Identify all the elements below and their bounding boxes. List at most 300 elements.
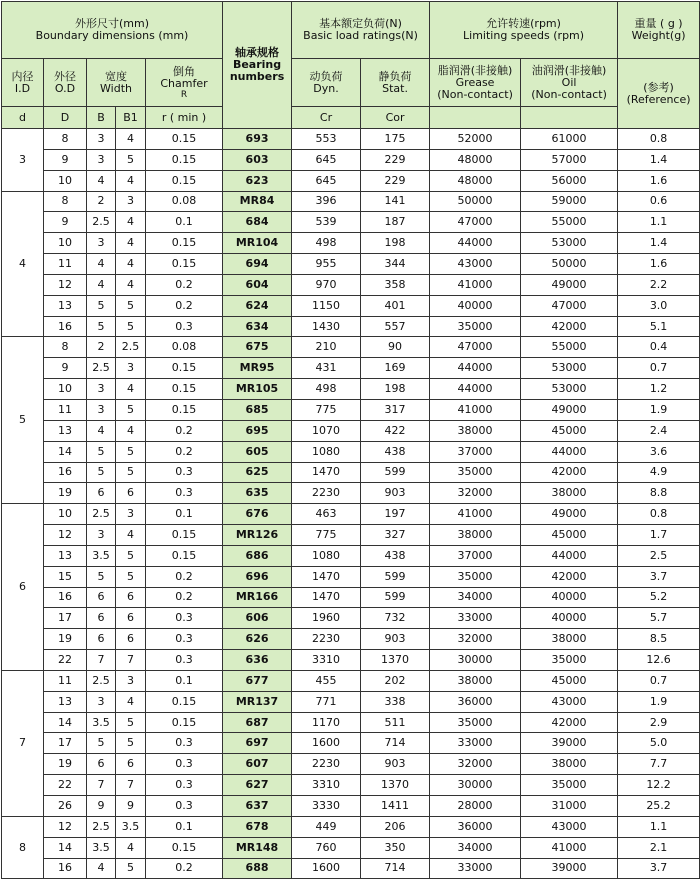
grease-cell: 50000 xyxy=(430,191,521,212)
b-cell: 5 xyxy=(87,441,116,462)
symbol-r: r ( min ) xyxy=(146,107,223,129)
cr-cell: 2230 xyxy=(292,629,361,650)
r-cell: 0.2 xyxy=(146,858,223,879)
table-row xyxy=(2,129,700,150)
oil-cell: 44000 xyxy=(521,545,618,566)
grease-cell: 43000 xyxy=(430,254,521,275)
cor-cell: 198 xyxy=(361,379,430,400)
r-cell: 0.1 xyxy=(146,504,223,525)
grease-header xyxy=(430,59,521,107)
b-cell: 2 xyxy=(87,191,116,212)
weight-cell: 2.9 xyxy=(618,712,700,733)
cor-cell: 438 xyxy=(361,441,430,462)
b1-cell: 4 xyxy=(116,170,146,191)
oil-cell: 53000 xyxy=(521,379,618,400)
grease-cell: 48000 xyxy=(430,149,521,170)
cor-cell: 903 xyxy=(361,629,430,650)
r-cell: 0.2 xyxy=(146,566,223,587)
symbol-grease-blank xyxy=(430,107,521,129)
cr-cell: 1150 xyxy=(292,295,361,316)
b1-cell: 5 xyxy=(116,712,146,733)
model-cell: MR104 xyxy=(223,233,292,254)
weight-cell: 5.2 xyxy=(618,587,700,608)
r-cell: 0.15 xyxy=(146,358,223,379)
model-cell: 606 xyxy=(223,608,292,629)
grease-cell: 44000 xyxy=(430,379,521,400)
oil-cell: 42000 xyxy=(521,462,618,483)
od-cell: 16 xyxy=(44,316,87,337)
grease-cell: 36000 xyxy=(430,691,521,712)
oil-cell: 40000 xyxy=(521,587,618,608)
b1-cell: 4 xyxy=(116,379,146,400)
od-cell: 16 xyxy=(44,462,87,483)
cor-cell: 358 xyxy=(361,274,430,295)
oil-cell: 59000 xyxy=(521,191,618,212)
boundary-dimensions-header xyxy=(2,2,223,59)
oil-cell: 38000 xyxy=(521,754,618,775)
model-cell: 635 xyxy=(223,483,292,504)
b1-cell: 6 xyxy=(116,754,146,775)
oil-en: Oil xyxy=(561,75,577,89)
oil-cell: 55000 xyxy=(521,337,618,358)
model-cn: 轴承规格 xyxy=(235,46,280,59)
weight-cell: 0.7 xyxy=(618,670,700,691)
od-cell: 16 xyxy=(44,587,87,608)
b1-cell: 7 xyxy=(116,775,146,796)
weight-cell: 1.6 xyxy=(618,254,700,275)
weight-cell: 0.8 xyxy=(618,504,700,525)
grease-cell: 37000 xyxy=(430,441,521,462)
b1-cell: 5 xyxy=(116,566,146,587)
grease-cell: 35000 xyxy=(430,316,521,337)
r-cell: 0.3 xyxy=(146,754,223,775)
table-row xyxy=(2,170,700,191)
model-cell: MR126 xyxy=(223,525,292,546)
r-cell: 0.3 xyxy=(146,316,223,337)
b1-cell: 5 xyxy=(116,316,146,337)
grease-cell: 41000 xyxy=(430,399,521,420)
r-cell: 0.08 xyxy=(146,191,223,212)
cr-cell: 1070 xyxy=(292,420,361,441)
oil-cell: 39000 xyxy=(521,858,618,879)
b-cell: 4 xyxy=(87,858,116,879)
weight-cell: 3.6 xyxy=(618,441,700,462)
stat-cn: 静负荷 xyxy=(378,69,412,83)
b-cell: 3 xyxy=(87,525,116,546)
cr-cell: 1470 xyxy=(292,587,361,608)
b1-cell: 5 xyxy=(116,733,146,754)
grease-cell: 52000 xyxy=(430,129,521,150)
table-row xyxy=(2,358,700,379)
grease-cell: 35000 xyxy=(430,462,521,483)
cor-cell: 327 xyxy=(361,525,430,546)
oil-cell: 45000 xyxy=(521,420,618,441)
r-cell: 0.3 xyxy=(146,483,223,504)
weight-cell: 0.6 xyxy=(618,191,700,212)
od-cell: 11 xyxy=(44,670,87,691)
table-row xyxy=(2,483,700,504)
r-cell: 0.15 xyxy=(146,170,223,191)
b1-cell: 5 xyxy=(116,858,146,879)
cor-cell: 903 xyxy=(361,483,430,504)
model-cell: 687 xyxy=(223,712,292,733)
width-en: Width xyxy=(100,81,132,95)
speed-cn: 允许转速(rpm) xyxy=(486,17,561,30)
grease-cell: 35000 xyxy=(430,712,521,733)
model-cell: 604 xyxy=(223,274,292,295)
r-cell: 0.1 xyxy=(146,816,223,837)
weight-cell: 1.1 xyxy=(618,816,700,837)
model-cell: MR95 xyxy=(223,358,292,379)
weight-cell: 8.5 xyxy=(618,629,700,650)
cor-cell: 169 xyxy=(361,358,430,379)
b-cell: 4 xyxy=(87,170,116,191)
grease-cn: 脂润滑(非接触) xyxy=(437,63,513,77)
r-cell: 0.3 xyxy=(146,796,223,817)
od-cn: 外径 xyxy=(54,69,76,83)
b1-cell: 6 xyxy=(116,608,146,629)
grease-cell: 35000 xyxy=(430,566,521,587)
table-row xyxy=(2,149,700,170)
table-row xyxy=(2,316,700,337)
b-cell: 6 xyxy=(87,754,116,775)
b1-cell: 5 xyxy=(116,462,146,483)
outer-diameter-header xyxy=(44,59,87,107)
grease-cell: 30000 xyxy=(430,650,521,671)
grease-cell: 36000 xyxy=(430,816,521,837)
table-header xyxy=(2,2,700,129)
table-row xyxy=(2,796,700,817)
cor-cell: 557 xyxy=(361,316,430,337)
cr-cell: 1470 xyxy=(292,566,361,587)
table-row xyxy=(2,525,700,546)
od-cell: 26 xyxy=(44,796,87,817)
b-cell: 2.5 xyxy=(87,358,116,379)
b1-cell: 5 xyxy=(116,295,146,316)
b-cell: 2 xyxy=(87,337,116,358)
cor-cell: 229 xyxy=(361,149,430,170)
grease-cell: 44000 xyxy=(430,233,521,254)
grease-nc: (Non-contact) xyxy=(437,87,513,101)
oil-cell: 41000 xyxy=(521,837,618,858)
model-cell: 605 xyxy=(223,441,292,462)
chamfer-cn: 倒角 xyxy=(173,64,196,78)
weight-cell: 0.8 xyxy=(618,129,700,150)
od-cell: 11 xyxy=(44,399,87,420)
inner-diameter-cell: 8 xyxy=(2,816,44,879)
weight-cell: 2.5 xyxy=(618,545,700,566)
od-cell: 19 xyxy=(44,629,87,650)
b1-cell: 5 xyxy=(116,545,146,566)
chamfer-en: Chamfer xyxy=(160,76,208,90)
cor-cell: 599 xyxy=(361,587,430,608)
table-row xyxy=(2,775,700,796)
cr-cell: 396 xyxy=(292,191,361,212)
cor-cell: 599 xyxy=(361,462,430,483)
od-cell: 14 xyxy=(44,441,87,462)
load-en: Basic load ratings(N) xyxy=(303,29,418,42)
oil-cell: 39000 xyxy=(521,733,618,754)
cr-cell: 970 xyxy=(292,274,361,295)
static-load-header xyxy=(361,59,430,107)
cor-cell: 714 xyxy=(361,733,430,754)
cr-cell: 455 xyxy=(292,670,361,691)
table-row xyxy=(2,337,700,358)
cr-cell: 775 xyxy=(292,399,361,420)
weight-cell: 1.4 xyxy=(618,149,700,170)
model-cell: 688 xyxy=(223,858,292,879)
model-cell: 626 xyxy=(223,629,292,650)
od-cell: 11 xyxy=(44,254,87,275)
model-cell: 607 xyxy=(223,754,292,775)
cr-cell: 498 xyxy=(292,233,361,254)
b1-cell: 5 xyxy=(116,149,146,170)
r-cell: 0.15 xyxy=(146,399,223,420)
oil-cell: 53000 xyxy=(521,233,618,254)
grease-cell: 47000 xyxy=(430,337,521,358)
b1-cell: 5 xyxy=(116,441,146,462)
r-cell: 0.15 xyxy=(146,129,223,150)
oil-cell: 49000 xyxy=(521,504,618,525)
cor-cell: 1370 xyxy=(361,650,430,671)
cor-cell: 401 xyxy=(361,295,430,316)
cor-cell: 1370 xyxy=(361,775,430,796)
b-cell: 6 xyxy=(87,587,116,608)
cor-cell: 599 xyxy=(361,566,430,587)
oil-cell: 57000 xyxy=(521,149,618,170)
r-cell: 0.3 xyxy=(146,629,223,650)
b1-cell: 3 xyxy=(116,504,146,525)
r-cell: 0.15 xyxy=(146,712,223,733)
oil-cell: 53000 xyxy=(521,358,618,379)
b1-cell: 4 xyxy=(116,525,146,546)
grease-cell: 34000 xyxy=(430,587,521,608)
model-cell: 678 xyxy=(223,816,292,837)
oil-cell: 49000 xyxy=(521,274,618,295)
oil-cell: 45000 xyxy=(521,670,618,691)
r-cell: 0.1 xyxy=(146,670,223,691)
table-row xyxy=(2,858,700,879)
b-cell: 3 xyxy=(87,379,116,400)
r-cell: 0.1 xyxy=(146,212,223,233)
bearing-spec-table xyxy=(1,1,700,879)
b1-cell: 4 xyxy=(116,691,146,712)
od-cell: 17 xyxy=(44,608,87,629)
weight-cell: 1.1 xyxy=(618,212,700,233)
cr-cell: 2230 xyxy=(292,754,361,775)
b-cell: 3 xyxy=(87,691,116,712)
od-cell: 22 xyxy=(44,775,87,796)
weight-cell: 1.9 xyxy=(618,691,700,712)
table-row xyxy=(2,754,700,775)
b-cell: 2.5 xyxy=(87,212,116,233)
od-cell: 15 xyxy=(44,566,87,587)
od-cell: 14 xyxy=(44,712,87,733)
model-cell: 697 xyxy=(223,733,292,754)
oil-cell: 55000 xyxy=(521,212,618,233)
weight-cell: 1.4 xyxy=(618,233,700,254)
oil-cell: 47000 xyxy=(521,295,618,316)
r-cell: 0.3 xyxy=(146,775,223,796)
ref-cn: (参考) xyxy=(643,80,674,94)
od-cell: 8 xyxy=(44,191,87,212)
model-cell: 627 xyxy=(223,775,292,796)
oil-cell: 38000 xyxy=(521,483,618,504)
oil-cell: 61000 xyxy=(521,129,618,150)
table-row xyxy=(2,608,700,629)
symbol-cor: Cor xyxy=(361,107,430,129)
cr-cell: 210 xyxy=(292,337,361,358)
model-cell: 696 xyxy=(223,566,292,587)
cr-cell: 463 xyxy=(292,504,361,525)
b-cell: 7 xyxy=(87,650,116,671)
dyn-en: Dyn. xyxy=(313,81,339,95)
b-cell: 3.5 xyxy=(87,837,116,858)
r-cell: 0.15 xyxy=(146,837,223,858)
weight-cell: 5.1 xyxy=(618,316,700,337)
model-cell: 637 xyxy=(223,796,292,817)
stat-en: Stat. xyxy=(382,81,408,95)
od-cell: 9 xyxy=(44,358,87,379)
model-cell: 695 xyxy=(223,420,292,441)
b1-cell: 4 xyxy=(116,837,146,858)
oil-nc: (Non-contact) xyxy=(531,87,607,101)
b-cell: 3.5 xyxy=(87,545,116,566)
oil-cell: 43000 xyxy=(521,691,618,712)
symbol-B: B xyxy=(87,107,116,129)
oil-cell: 44000 xyxy=(521,441,618,462)
table-row xyxy=(2,816,700,837)
model-en2: numbers xyxy=(229,70,285,83)
grease-en: Grease xyxy=(455,75,495,89)
od-cell: 12 xyxy=(44,816,87,837)
b1-cell: 3 xyxy=(116,670,146,691)
inner-diameter-cell: 7 xyxy=(2,670,44,816)
weight-cn: 重量 ( g ) xyxy=(634,17,683,30)
r-cell: 0.2 xyxy=(146,274,223,295)
model-cell: 685 xyxy=(223,399,292,420)
weight-cell: 1.2 xyxy=(618,379,700,400)
oil-cell: 43000 xyxy=(521,816,618,837)
model-cell: 603 xyxy=(223,149,292,170)
b1-cell: 4 xyxy=(116,212,146,233)
chamfer-r: R xyxy=(180,89,188,100)
ref-en: (Reference) xyxy=(626,92,691,106)
b1-cell: 2.5 xyxy=(116,337,146,358)
weight-cell: 0.7 xyxy=(618,358,700,379)
od-cell: 8 xyxy=(44,129,87,150)
cor-cell: 338 xyxy=(361,691,430,712)
oil-cell: 35000 xyxy=(521,775,618,796)
cr-cell: 1080 xyxy=(292,545,361,566)
cr-cell: 775 xyxy=(292,525,361,546)
symbol-cr: Cr xyxy=(292,107,361,129)
cor-cell: 422 xyxy=(361,420,430,441)
symbol-d: d xyxy=(2,107,44,129)
cor-cell: 202 xyxy=(361,670,430,691)
b-cell: 2.5 xyxy=(87,504,116,525)
b-cell: 7 xyxy=(87,775,116,796)
b-cell: 3 xyxy=(87,149,116,170)
b-cell: 4 xyxy=(87,254,116,275)
r-cell: 0.3 xyxy=(146,462,223,483)
weight-cell: 3.7 xyxy=(618,566,700,587)
r-cell: 0.3 xyxy=(146,608,223,629)
cr-cell: 760 xyxy=(292,837,361,858)
grease-cell: 37000 xyxy=(430,545,521,566)
cor-cell: 511 xyxy=(361,712,430,733)
b-cell: 5 xyxy=(87,566,116,587)
weight-cell: 8.8 xyxy=(618,483,700,504)
table-row xyxy=(2,733,700,754)
oil-cell: 42000 xyxy=(521,712,618,733)
weight-cell: 1.7 xyxy=(618,525,700,546)
table-row xyxy=(2,212,700,233)
r-cell: 0.3 xyxy=(146,650,223,671)
grease-cell: 32000 xyxy=(430,629,521,650)
model-cell: 636 xyxy=(223,650,292,671)
oil-cell: 38000 xyxy=(521,629,618,650)
inner-diameter-header xyxy=(2,59,44,107)
r-cell: 0.2 xyxy=(146,587,223,608)
od-cell: 12 xyxy=(44,525,87,546)
cr-cell: 1430 xyxy=(292,316,361,337)
b1-cell: 6 xyxy=(116,483,146,504)
od-cell: 16 xyxy=(44,858,87,879)
model-cell: 676 xyxy=(223,504,292,525)
limiting-speeds-header xyxy=(430,2,618,59)
weight-cell: 4.9 xyxy=(618,462,700,483)
cor-cell: 732 xyxy=(361,608,430,629)
grease-cell: 48000 xyxy=(430,170,521,191)
b1-cell: 4 xyxy=(116,129,146,150)
oil-header xyxy=(521,59,618,107)
cor-cell: 187 xyxy=(361,212,430,233)
od-cell: 12 xyxy=(44,274,87,295)
grease-cell: 44000 xyxy=(430,358,521,379)
od-en: O.D xyxy=(54,81,76,95)
cor-cell: 141 xyxy=(361,191,430,212)
b1-cell: 5 xyxy=(116,399,146,420)
table-row xyxy=(2,254,700,275)
b1-cell: 4 xyxy=(116,420,146,441)
table-row xyxy=(2,233,700,254)
id-en: I.D xyxy=(14,81,31,95)
grease-cell: 32000 xyxy=(430,754,521,775)
cr-cell: 1470 xyxy=(292,462,361,483)
cr-cell: 498 xyxy=(292,379,361,400)
symbol-oil-blank xyxy=(521,107,618,129)
grease-cell: 33000 xyxy=(430,608,521,629)
model-cell: 634 xyxy=(223,316,292,337)
od-cell: 8 xyxy=(44,337,87,358)
b-cell: 3 xyxy=(87,399,116,420)
r-cell: 0.15 xyxy=(146,379,223,400)
b1-cell: 4 xyxy=(116,233,146,254)
r-cell: 0.15 xyxy=(146,254,223,275)
cr-cell: 2230 xyxy=(292,483,361,504)
cr-cell: 1080 xyxy=(292,441,361,462)
od-cell: 9 xyxy=(44,149,87,170)
inner-diameter-cell: 5 xyxy=(2,337,44,504)
od-cell: 9 xyxy=(44,212,87,233)
table-row xyxy=(2,566,700,587)
model-cell: 694 xyxy=(223,254,292,275)
symbol-B1: B1 xyxy=(116,107,146,129)
grease-cell: 47000 xyxy=(430,212,521,233)
od-cell: 19 xyxy=(44,483,87,504)
b1-cell: 6 xyxy=(116,629,146,650)
